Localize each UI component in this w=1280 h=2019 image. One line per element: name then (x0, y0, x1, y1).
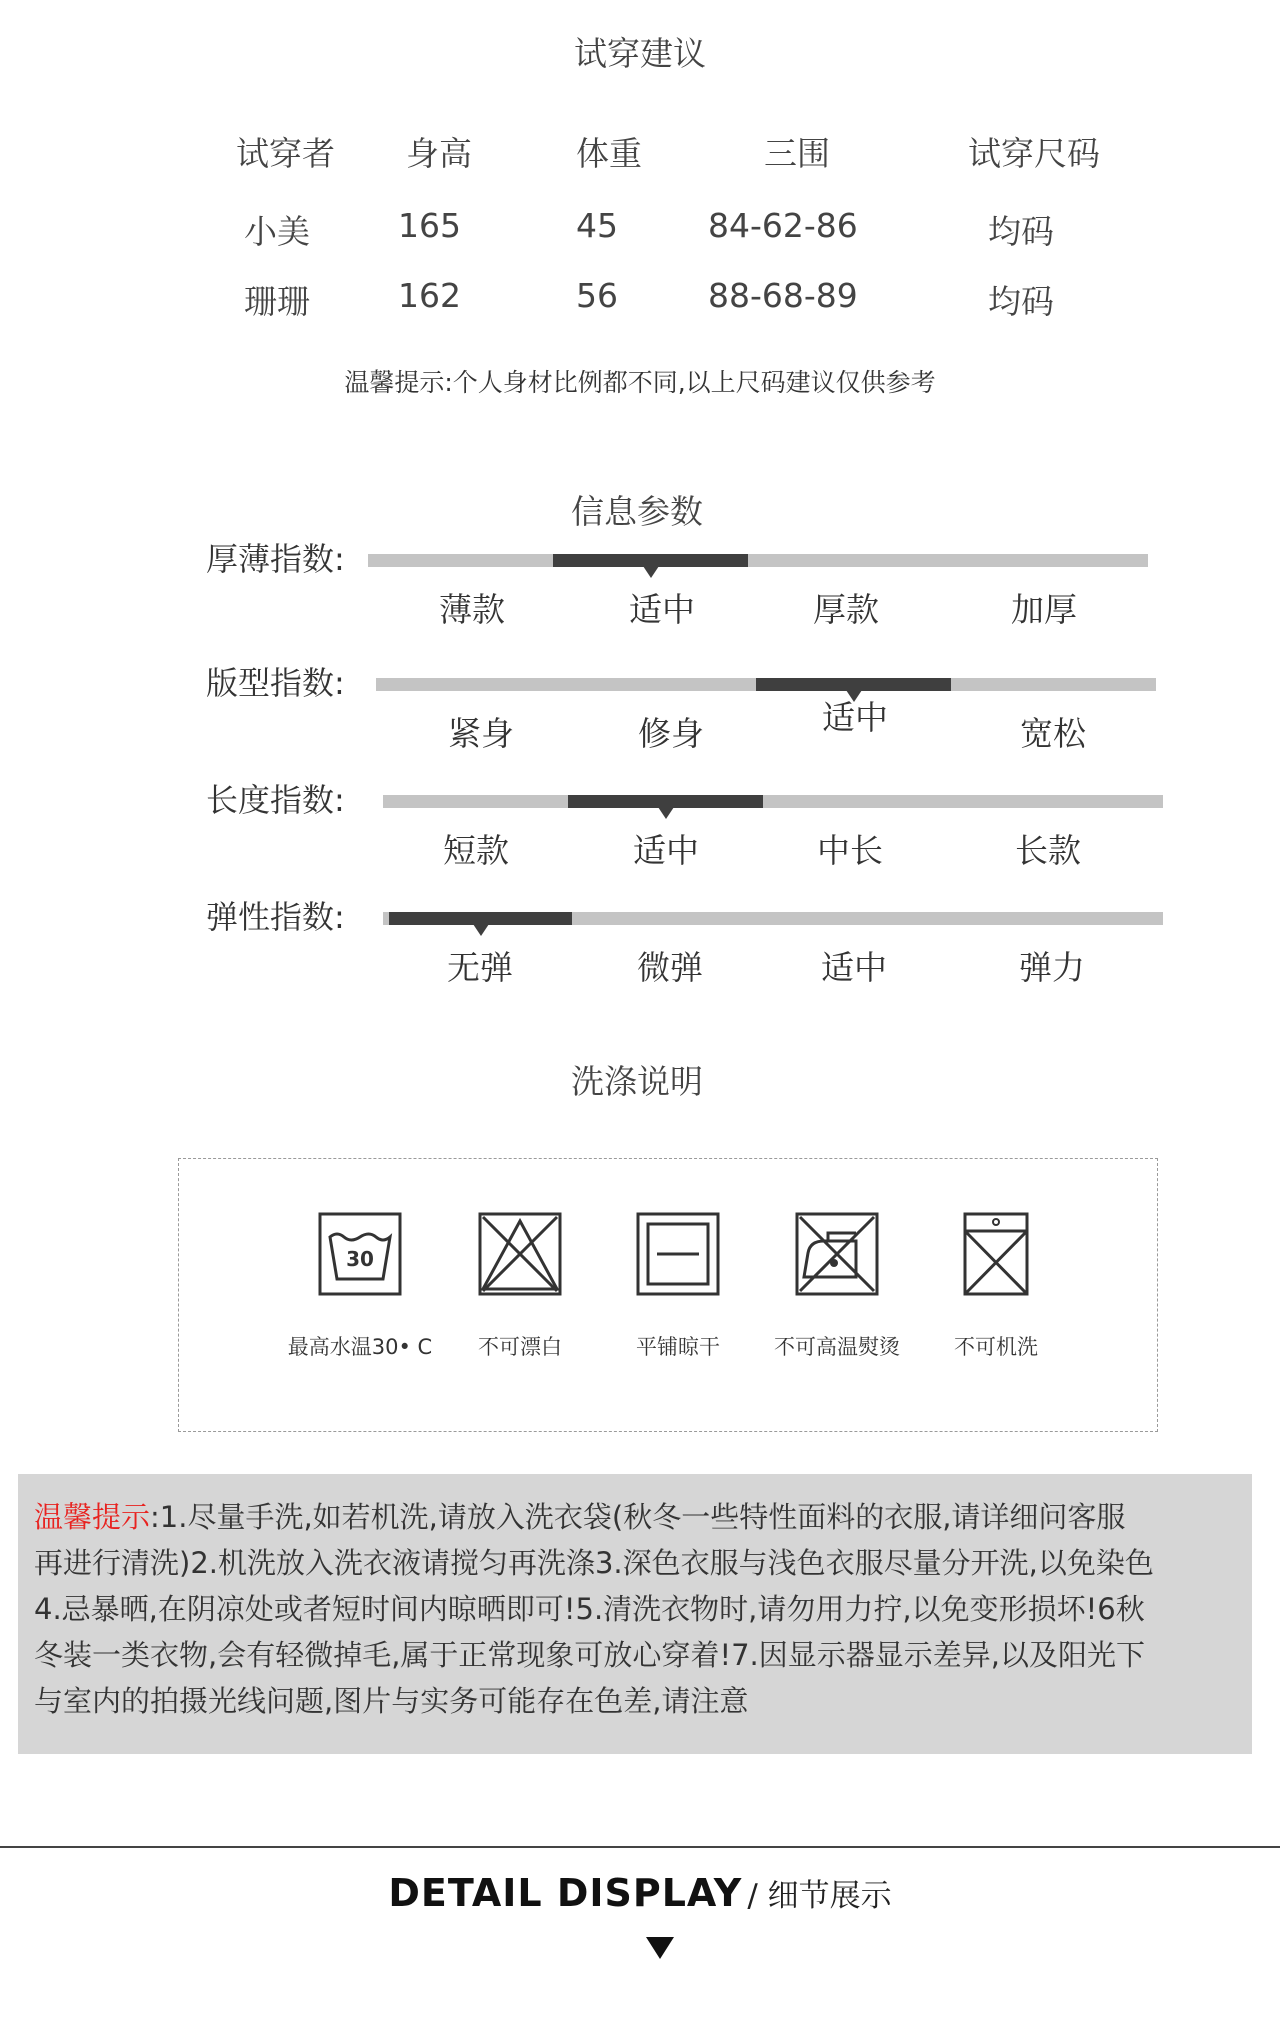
stretch-index-track (383, 912, 1163, 925)
fit-row-2-weight: 56 (576, 276, 618, 315)
length-index-pointer-icon (658, 807, 674, 819)
detail-display-en: DETAIL DISPLAY (388, 1871, 743, 1915)
fit-index-option: 紧身 (448, 714, 514, 753)
tips-line-5: 与室内的拍摄光线问题,图片与实务可能存在色差,请注意 (34, 1684, 749, 1718)
fit-row-1-height: 165 (398, 206, 461, 245)
fit-section-title: 试穿建议 (574, 34, 706, 73)
length-index-option: 长款 (1015, 831, 1081, 870)
care-label-dry-flat: 平铺晾干 (636, 1335, 720, 1359)
care-label-no-machine-wash: 不可机洗 (954, 1335, 1038, 1359)
fit-row-2-size: 均码 (988, 282, 1054, 321)
fit-index-option: 适中 (822, 698, 888, 737)
care-label-no-iron: 不可高温熨烫 (774, 1335, 900, 1359)
stretch-index-option: 无弹 (447, 948, 513, 987)
fit-row-1-weight: 45 (576, 206, 618, 245)
fit-row-1-size: 均码 (988, 212, 1054, 251)
no-machine-wash-icon (953, 1211, 1039, 1297)
thickness-index-pointer-icon (643, 566, 659, 578)
fit-row-2-name: 珊珊 (244, 282, 310, 321)
care-item-no-iron (752, 1211, 922, 1361)
thickness-index-label: 厚薄指数: (206, 540, 345, 578)
no-iron-icon (794, 1211, 880, 1297)
tips-line-4: 冬装一类衣物,会有轻微掉毛,属于正常现象可放心穿着!7.因显示器显示差异,以及阳光下 (34, 1638, 1145, 1672)
fit-header-size: 试穿尺码 (968, 134, 1100, 173)
stretch-index-option: 弹力 (1019, 948, 1085, 987)
care-item-dry-flat (593, 1211, 763, 1361)
thickness-index-option: 薄款 (439, 590, 505, 629)
stretch-index-pointer-icon (473, 924, 489, 936)
wash-temp-text: 30 (346, 1247, 374, 1271)
info-section-title: 信息参数 (571, 492, 703, 531)
tips-line-1 (34, 1494, 1236, 1540)
care-label-no-bleach: 不可漂白 (478, 1335, 562, 1359)
fit-note: 温馨提示:个人身材比例都不同,以上尺码建议仅供参考 (344, 368, 936, 397)
stretch-index-label: 弹性指数: (206, 898, 345, 936)
tips-panel (18, 1474, 1252, 1754)
length-index-option: 短款 (443, 831, 509, 870)
care-item-no-bleach (435, 1211, 605, 1361)
care-item-no-machine-wash (911, 1211, 1081, 1361)
thickness-index-option: 适中 (629, 590, 695, 629)
fit-index-option: 宽松 (1020, 714, 1086, 753)
tips-line-2: 再进行清洗)2.机洗放入洗衣液请搅匀再洗涤3.深色衣服与浅色衣服尽量分开洗,以免染色 (34, 1546, 1154, 1580)
fit-header-measurements: 三围 (764, 134, 830, 173)
thickness-index-track (368, 554, 1148, 567)
down-arrow-icon (646, 1937, 674, 1959)
fit-header-weight: 体重 (576, 134, 642, 173)
fit-index-track (376, 678, 1156, 691)
tips-heading: 温馨提示 (34, 1500, 151, 1534)
tips-line-3: 4.忌暴晒,在阴凉处或者短时间内晾晒即可!5.清洗衣物时,请勿用力拧,以免变形损坏!6秋 (34, 1592, 1145, 1626)
fit-index-label: 版型指数: (206, 664, 345, 702)
length-index-label: 长度指数: (206, 781, 345, 819)
no-bleach-icon (477, 1211, 563, 1297)
care-section-title: 洗涤说明 (571, 1062, 703, 1101)
care-box (178, 1158, 1158, 1432)
dry-flat-icon (635, 1211, 721, 1297)
detail-display-cn: / 细节展示 (747, 1878, 892, 1914)
detail-display-heading (0, 1870, 1280, 1915)
fit-row-1-measurements: 84-62-86 (708, 206, 858, 245)
fit-index-option: 修身 (638, 714, 704, 753)
wash-30-icon (317, 1211, 403, 1297)
tips-line-1-text: :1.尽量手洗,如若机洗,请放入洗衣袋(秋冬一些特性面料的衣服,请详细问客服 (150, 1500, 1126, 1534)
stretch-index-option: 微弹 (637, 948, 703, 987)
thickness-index-option: 厚款 (813, 590, 879, 629)
care-item-wash-30 (275, 1211, 445, 1361)
length-index-option: 中长 (817, 831, 883, 870)
length-index-track (383, 795, 1163, 808)
fit-row-2-measurements: 88-68-89 (708, 276, 858, 315)
thickness-index-option: 加厚 (1011, 590, 1077, 629)
fit-row-1-name: 小美 (244, 212, 310, 251)
care-label-wash-30: 最高水温30• C (287, 1335, 433, 1359)
fit-header-height: 身高 (406, 134, 472, 173)
section-divider (0, 1846, 1280, 1848)
fit-header-tester: 试穿者 (236, 134, 335, 173)
stretch-index-option: 适中 (821, 948, 887, 987)
fit-row-2-height: 162 (398, 276, 461, 315)
length-index-option: 适中 (633, 831, 699, 870)
